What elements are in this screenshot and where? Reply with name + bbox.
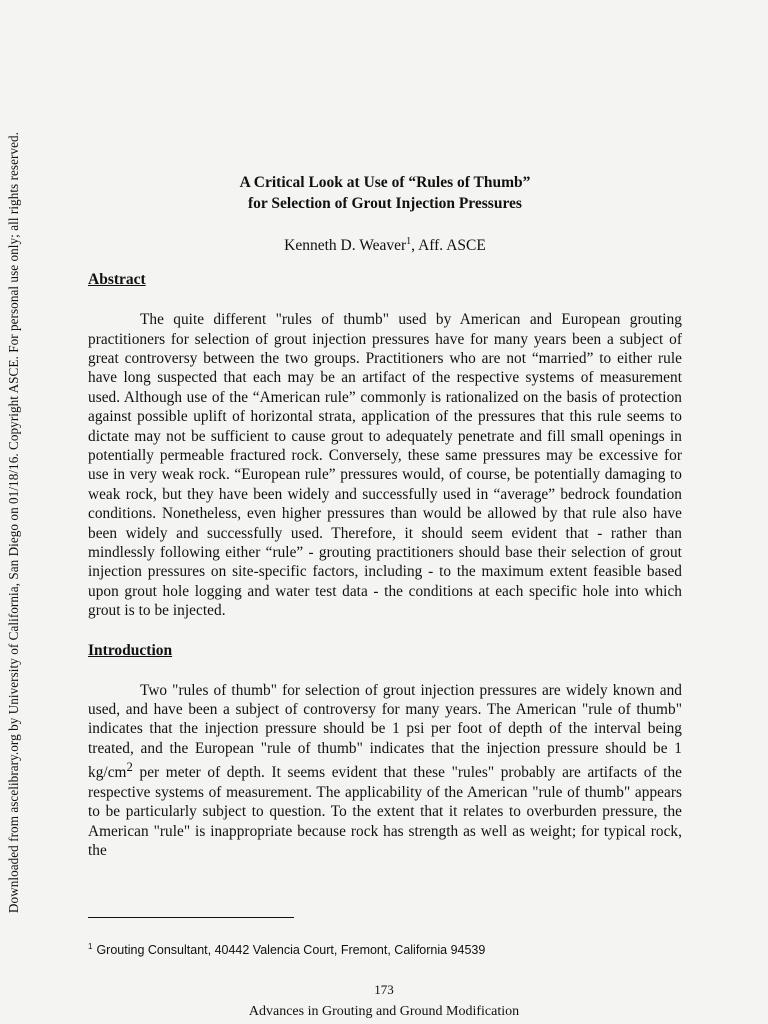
paper-page [88,172,682,860]
author-footnote-marker: 1 [406,236,412,247]
download-notice [3,118,25,928]
footnote-divider [88,917,294,918]
footnote [88,942,485,957]
abstract-paragraph: The quite different "rules of thumb" used by American and European grouting practitioners for selection of grout injection pressures have for many years been a subject of great controversy between the two groups. Practitioners who are not “married” to either rule have long suspected that each may be an artifact of the respective systems of measurement used. Although use of the “American rule” commonly is rationalized on the basis of protection against possible uplift of horizontal strata, application of the pressures that this rule seems to dictate may not be sufficient to cause grout to adequately penetrate and fill small openings in potentially permeable fractured rock. Conversely, these same pressures may be excessive for use in very weak rock. “European rule” pressures would, of course, be potentially damaging to weak rock, but they have been widely and successfully used in “average” bedrock foundation conditions. Nonetheless, even higher pressures than would be allowed by that rule also have been widely and successfully used. Therefore, it should seem evident that - rather than mindlessly following either “rule” - grouting practitioners should base their selection of grout injection pressures on site-specific factors, including - to the maximum extent feasible based upon grout hole logging and water test data - the conditions at each specific hole into which grout is to be injected. [88,311,682,620]
page-number: 173 [374,982,394,997]
introduction-heading: Introduction [88,641,173,659]
paper-title [88,172,682,214]
intro-superscript: 2 [126,760,133,775]
author-line [88,232,682,256]
footnote-text: Grouting Consultant, 40442 Valencia Court, Fremont, California 94539 [96,943,486,958]
download-notice-text: Downloaded from ascelibrary.org by University of California, San Diego on 01/18/16. Copyright ASCE. For personal use only; all rights reserved. [6,132,21,914]
footnote-marker: 1 [88,942,93,951]
proceedings-title: Advances in Grouting and Ground Modification [248,1004,520,1019]
abstract-heading: Abstract [88,271,146,289]
introduction-paragraph [88,681,682,861]
title-line-1: A Critical Look at Use of “Rules of Thumb” [239,174,531,191]
intro-text-part-2: per meter of depth. It seems evident that these "rules" probably are artifacts of the respective systems of measurement. The applicability of the American "rule of thumb" appears to be particularly subject to question. To the extent that it relates to overburden pressure, the American "rule" is inappropriate because rock has strength as well as weight; for typical rock, the [88,764,682,859]
author-affiliation: , Aff. ASCE [411,237,486,255]
author-name: Kenneth D. Weaver [284,237,407,255]
title-line-2: for Selection of Grout Injection Pressures [248,195,522,212]
intro-text-part-1: Two "rules of thumb" for selection of grout injection pressures are widely known and used, and have been a subject of controversy for many years. The American "rule of thumb" indicates that the injection pressure should be 1 psi per foot of depth of the interval being treated, and the European "rule of thumb" indicates that the injection pressure should be 1 kg/cm [88,681,682,782]
